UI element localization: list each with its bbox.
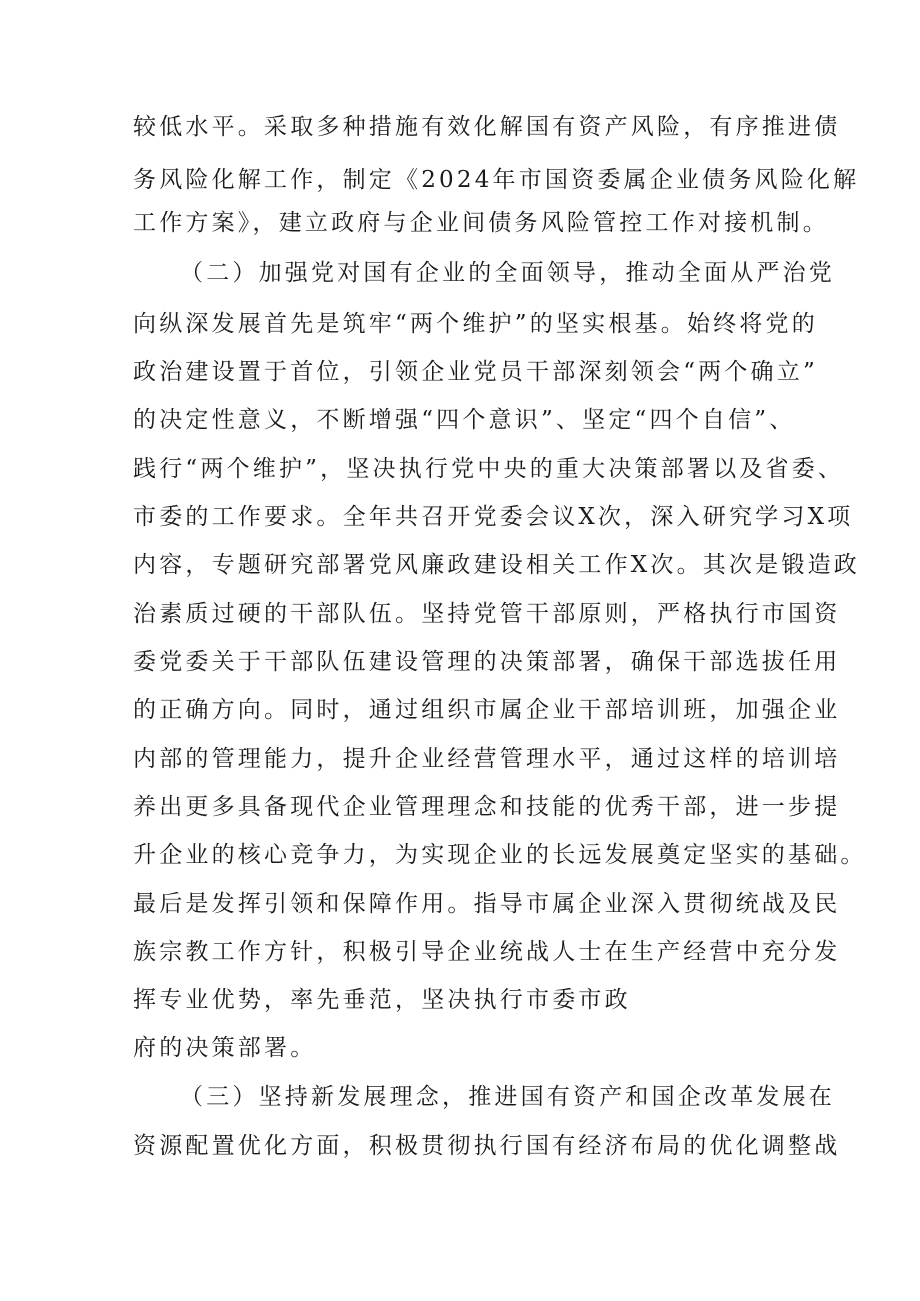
text-line: 较低水平。采取多种措施有效化解国有资产风险，有序推进债 bbox=[133, 114, 841, 140]
section-heading-3: （三）坚持新发展理念，推进国有资产和国企改革发展在 bbox=[180, 1084, 835, 1110]
text-line: 府的决策部署。 bbox=[133, 1035, 317, 1061]
text-line: 资源配置优化方面，积极贯彻执行国有经济布局的优化调整战 bbox=[133, 1133, 841, 1159]
text-line: 工作方案》，建立政府与企业间债务风险管控工作对接机制。 bbox=[133, 210, 829, 236]
text-line: 治素质过硬的干部队伍。坚持党管干部原则，严格执行市国资 bbox=[133, 601, 841, 627]
text-line: 委党委关于干部队伍建设管理的决策部署，确保干部选拔任用 bbox=[133, 649, 841, 675]
text-line: 升企业的核心竞争力，为实现企业的长远发展奠定坚实的基础。 bbox=[133, 842, 867, 868]
text-line: 内部的管理能力，提升企业经营管理水平，通过这样的培训培 bbox=[133, 746, 841, 772]
text-line: 族宗教工作方针，积极引导企业统战人士在生产经营中充分发 bbox=[133, 939, 841, 965]
section-heading-2: （二）加强党对国有企业的全面领导，推动全面从严治党 bbox=[180, 260, 835, 286]
text-line: 的决定性意义，不断增强“四个意识”、坚定“四个自信”、 bbox=[133, 407, 796, 433]
text-line: 践行“两个维护”，坚决执行党中央的重大决策部署以及省委、 bbox=[133, 456, 845, 482]
text-line: 内容，专题研究部署党风廉政建设相关工作X次。其次是锻造政 bbox=[133, 552, 860, 578]
text-line: 向纵深发展首先是筑牢“两个维护”的坚实根基。始终将党的 bbox=[133, 311, 818, 337]
text-line: 政治建设置于首位，引领企业党员干部深刻领会“两个确立” bbox=[133, 359, 818, 385]
text-line: 养出更多具备现代企业管理理念和技能的优秀干部，进一步提 bbox=[133, 794, 841, 820]
text-line: 的正确方向。同时，通过组织市属企业干部培训班，加强企业 bbox=[133, 697, 841, 723]
text-line: 市委的工作要求。全年共召开党委会议X次，深入研究学习X项 bbox=[133, 504, 854, 530]
text-line: 务风险化解工作，制定《2024年市国资委属企业债务风险化解 bbox=[133, 167, 860, 193]
text-line: 挥专业优势，率先垂范，坚决执行市委市政 bbox=[133, 987, 631, 1013]
text-line: 最后是发挥引领和保障作用。指导市属企业深入贯彻统战及民 bbox=[133, 891, 841, 917]
